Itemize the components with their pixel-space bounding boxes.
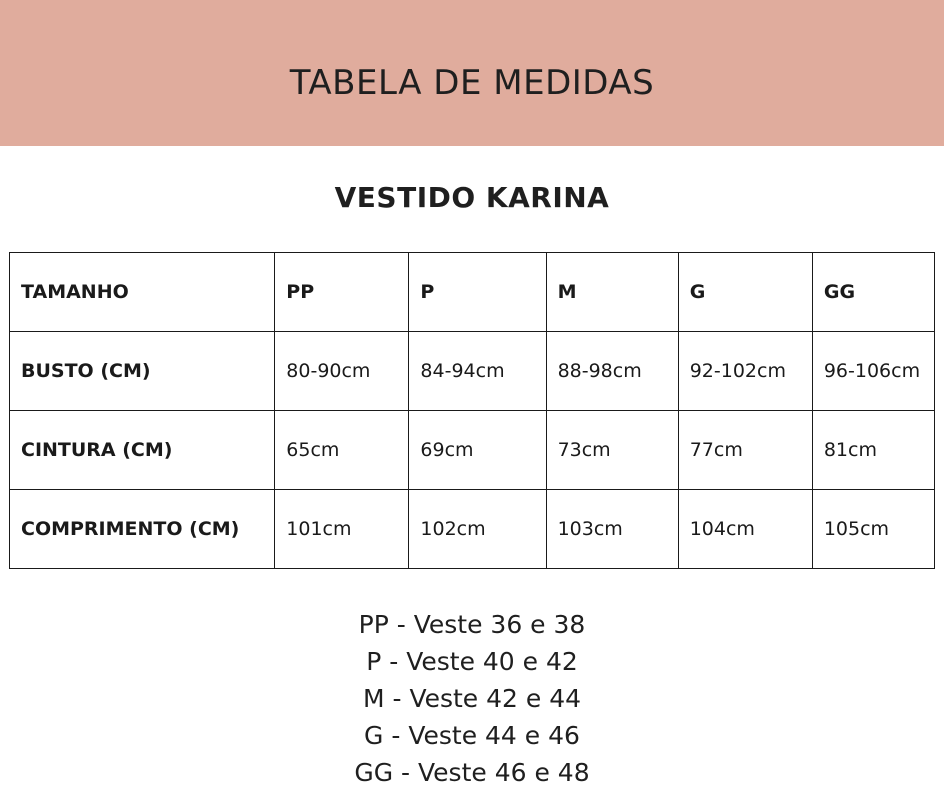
column-header-g: G <box>678 253 812 332</box>
note-line-pp: PP - Veste 36 e 38 <box>358 610 586 639</box>
table-row-waist <box>10 411 935 490</box>
column-header-pp: PP <box>275 253 409 332</box>
table-cell: 65cm <box>275 411 409 490</box>
table-cell: 80-90cm <box>275 332 409 411</box>
note-line-g: G - Veste 44 e 46 <box>364 721 580 750</box>
table-cell: 81cm <box>812 411 934 490</box>
row-label-bust: BUSTO (CM) <box>10 332 275 411</box>
column-header-m: M <box>546 253 678 332</box>
row-label-waist: CINTURA (CM) <box>10 411 275 490</box>
table-cell: 92-102cm <box>678 332 812 411</box>
table-cell: 77cm <box>678 411 812 490</box>
table-row-bust <box>10 332 935 411</box>
table-cell: 96-106cm <box>812 332 934 411</box>
size-table <box>9 252 935 569</box>
table-cell: 105cm <box>812 490 934 569</box>
table-cell: 73cm <box>546 411 678 490</box>
column-header-gg: GG <box>812 253 934 332</box>
column-header-size: TAMANHO <box>10 253 275 332</box>
row-label-length: COMPRIMENTO (CM) <box>10 490 275 569</box>
table-cell: 69cm <box>409 411 546 490</box>
table-cell: 84-94cm <box>409 332 546 411</box>
product-title: VESTIDO KARINA <box>334 181 610 214</box>
table-row-length <box>10 490 935 569</box>
column-header-p: P <box>409 253 546 332</box>
table-cell: 88-98cm <box>546 332 678 411</box>
table-cell: 103cm <box>546 490 678 569</box>
note-line-gg: GG - Veste 46 e 48 <box>354 758 590 787</box>
note-line-p: P - Veste 40 e 42 <box>366 647 578 676</box>
page-title: TABELA DE MEDIDAS <box>289 63 655 103</box>
table-cell: 104cm <box>678 490 812 569</box>
note-line-m: M - Veste 42 e 44 <box>362 684 582 713</box>
table-cell: 102cm <box>409 490 546 569</box>
table-header-row <box>10 253 935 332</box>
size-equivalence-notes <box>0 606 944 791</box>
table-cell: 101cm <box>275 490 409 569</box>
